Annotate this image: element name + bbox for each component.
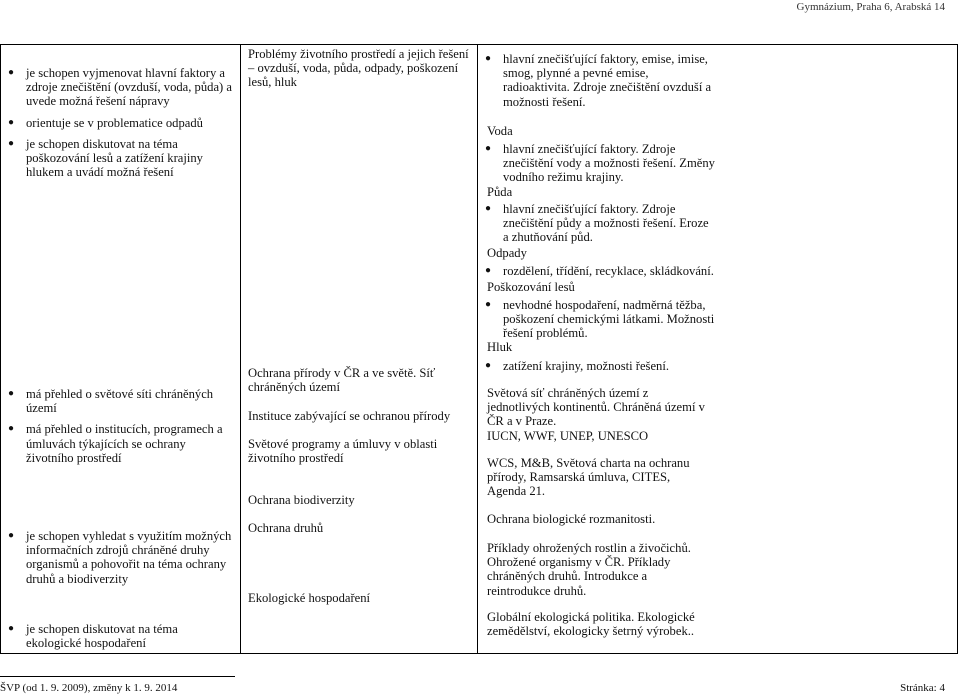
bullet-icon: ● [8, 67, 15, 78]
list-item: ● hlavní znečišťující faktory, emise, imise, smog, plynné a pevné emise, radioaktivita. Zdroje znečištění ovzduší a možnosti řešení. [485, 52, 712, 109]
topic-nature-protection: Ochrana přírody v ČR a ve světě. Síť chráněných území [248, 366, 436, 395]
content-lesy [485, 298, 717, 341]
topic-biodiversity: Ochrana biodiverzity [248, 493, 355, 507]
outcomes-column-3 [8, 529, 234, 592]
bullet-icon: ● [8, 116, 15, 128]
bullet-icon: ● [8, 530, 15, 541]
list-item: ● hlavní znečišťující faktory. Zdroje znečištění vody a možnosti řešení. Změny vodního režimu krajiny. [485, 142, 715, 185]
outcomes-column [8, 66, 234, 185]
list-item: ● má přehled o institucích, programech a úmluvách týkajících se ochrany životního prostředí [8, 422, 223, 465]
column-divider-2 [477, 44, 478, 654]
topic-species: Ochrana druhů [248, 521, 324, 535]
bullet-icon: ● [485, 299, 492, 310]
content-network: Světová síť chráněných území z jednotlivých kontinentů. Chráněná území v ČR a v Praze. [487, 386, 705, 429]
heading-voda: Voda [487, 124, 513, 138]
heading-hluk: Hluk [487, 340, 513, 354]
content-institutions: IUCN, WWF, UNEP, UNESCO [487, 429, 649, 443]
list-item: ● orientuje se v problematice odpadů [8, 115, 203, 130]
footer-version: ŠVP (od 1. 9. 2009), změny k 1. 9. 2014 [0, 682, 178, 694]
heading-odpady: Odpady [487, 246, 527, 260]
content-puda [485, 202, 717, 245]
content-hluk [485, 359, 717, 373]
heading-lesy: Poškozování lesů [487, 280, 575, 294]
bullet-icon: ● [485, 53, 492, 64]
list-item: ● rozdělení, třídění, recyklace, skládkování. [485, 264, 714, 278]
content-odpady [485, 264, 725, 278]
topic-programs: Světové programy a úmluvy v oblasti životního prostředí [248, 437, 438, 466]
content-programs: WCS, M&B, Světová charta na ochranu přírody, Ramsarská úmluva, CITES, Agenda 21. [487, 456, 690, 499]
bullet-icon: ● [485, 360, 492, 371]
list-item: ● zatížení krajiny, možnosti řešení. [485, 359, 669, 373]
list-item: ● nevhodné hospodaření, nadměrná těžba, poškození chemickými látkami. Možnosti řešení problémů. [485, 298, 715, 341]
list-item: ● je schopen diskutovat na téma poškozování lesů a zatížení krajiny hlukem a uvádí možná řešení [8, 136, 203, 180]
page-header: Gymnázium, Praha 6, Arabská 14 [796, 1, 945, 13]
topic-institutions: Instituce zabývající se ochranou přírody [248, 409, 451, 423]
bullet-icon: ● [8, 423, 15, 435]
bullet-icon: ● [485, 143, 492, 154]
content-voda [485, 142, 717, 185]
table-right-border [957, 44, 958, 654]
bullet-icon: ● [8, 388, 15, 399]
list-item: ● má přehled o světové síti chráněných území [8, 387, 214, 416]
list-item: ● je schopen vyjmenovat hlavní faktory a zdroje znečištění (ovzduší, voda, půda) a uvede možná řešení nápravy [8, 66, 232, 109]
page-number: Stránka: 4 [900, 682, 945, 694]
bullet-icon: ● [8, 623, 15, 634]
content-eco-farming: Globální ekologická politika. Ekologické zemědělství, ekologicky šetrný výrobek.. [487, 610, 695, 639]
bullet-icon: ● [485, 265, 492, 276]
list-item: ● je schopen vyhledat s využitím možných informačních zdrojů chráněné druhy organismů a pohovořit na téma ochrany druhů a biodiverzity [8, 529, 232, 586]
bullet-icon: ● [8, 137, 15, 149]
heading-puda: Půda [487, 185, 513, 199]
table-top-border [0, 44, 958, 45]
content-species: Příklady ohrožených rostlin a živočichů. Ohrožené organismy v ČR. Příklady chráněných druhů. Introdukce a reintrodukce druhů. [487, 541, 691, 598]
content-biodiversity: Ochrana biologické rozmanitosti. [487, 512, 656, 526]
list-item: ● hlavní znečišťující faktory. Zdroje znečištění půdy a možnosti řešení. Eroze a zhutňování půd. [485, 202, 709, 245]
column-divider-1 [240, 44, 241, 654]
table-left-border [0, 44, 1, 654]
bullet-icon: ● [485, 203, 492, 214]
topic-eco-farming: Ekologické hospodaření [248, 591, 371, 605]
content-column [485, 52, 717, 109]
topic-problems: Problémy životního prostředí a jejich řešení – ovzduší, voda, půda, odpady, poškození lesů, hluk [248, 47, 469, 90]
list-item: ● je schopen diskutovat na téma ekologické hospodaření [8, 622, 178, 651]
outcomes-column-2 [8, 387, 234, 471]
outcomes-column-4 [8, 622, 234, 656]
footer-divider [0, 676, 235, 677]
